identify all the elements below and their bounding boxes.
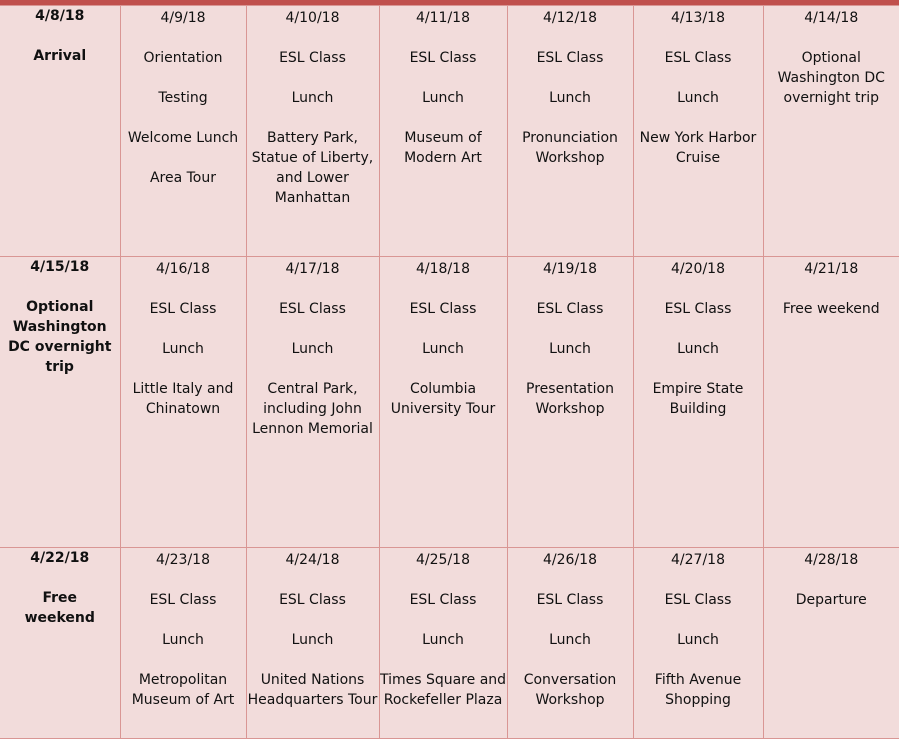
day-date: 4/17/18 bbox=[247, 259, 379, 279]
activity-item: Lunch bbox=[508, 88, 633, 108]
activity-item: Optional Washington DC overnight trip bbox=[764, 48, 899, 108]
week-row bbox=[0, 6, 899, 257]
day-date: 4/18/18 bbox=[380, 259, 507, 279]
day-date: 4/22/18 bbox=[6, 548, 114, 568]
activity-item: Columbia University Tour bbox=[380, 379, 507, 419]
activity-item: ESL Class bbox=[247, 299, 379, 319]
activity-item: Area Tour bbox=[121, 168, 246, 188]
activity-item: Presentation Workshop bbox=[508, 379, 633, 419]
activity-item: Departure bbox=[764, 590, 899, 610]
day-cell bbox=[0, 548, 120, 739]
activity-item: ESL Class bbox=[380, 299, 507, 319]
activity-item: ESL Class bbox=[380, 48, 507, 68]
activity-item: Lunch bbox=[121, 339, 246, 359]
activity-item: Fifth Avenue Shopping bbox=[634, 670, 763, 710]
day-cell bbox=[633, 257, 763, 548]
day-cell bbox=[246, 257, 379, 548]
week-row bbox=[0, 257, 899, 548]
day-cell bbox=[0, 257, 120, 548]
activity-item: Pronunciation Workshop bbox=[508, 128, 633, 168]
day-date: 4/21/18 bbox=[764, 259, 899, 279]
activity-item: Optional Washington DC overnight trip bbox=[6, 297, 114, 377]
activity-item: Lunch bbox=[634, 88, 763, 108]
activity-item: ESL Class bbox=[634, 299, 763, 319]
week-row bbox=[0, 548, 899, 739]
activity-item: Battery Park, Statue of Liberty, and Lower Manhattan bbox=[247, 128, 379, 208]
activity-item: Metropolitan Museum of Art bbox=[121, 670, 246, 710]
day-date: 4/24/18 bbox=[247, 550, 379, 570]
activity-item: ESL Class bbox=[508, 48, 633, 68]
day-date: 4/26/18 bbox=[508, 550, 633, 570]
day-cell bbox=[507, 6, 633, 257]
day-date: 4/27/18 bbox=[634, 550, 763, 570]
activity-item: ESL Class bbox=[121, 299, 246, 319]
activity-item: Free weekend bbox=[764, 299, 899, 319]
activity-item: ESL Class bbox=[121, 590, 246, 610]
activity-item: ESL Class bbox=[247, 590, 379, 610]
activity-item: United Nations Headquarters Tour bbox=[247, 670, 379, 710]
day-date: 4/20/18 bbox=[634, 259, 763, 279]
day-date: 4/19/18 bbox=[508, 259, 633, 279]
activity-item: Lunch bbox=[634, 630, 763, 650]
day-date: 4/25/18 bbox=[380, 550, 507, 570]
activity-item: ESL Class bbox=[380, 590, 507, 610]
day-cell bbox=[379, 6, 507, 257]
day-date: 4/16/18 bbox=[121, 259, 246, 279]
activity-item: Lunch bbox=[508, 339, 633, 359]
schedule-calendar bbox=[0, 5, 899, 739]
day-date: 4/10/18 bbox=[247, 8, 379, 28]
activity-item: Lunch bbox=[634, 339, 763, 359]
activity-item: ESL Class bbox=[634, 48, 763, 68]
day-date: 4/14/18 bbox=[764, 8, 899, 28]
day-cell bbox=[246, 548, 379, 739]
activity-item: Empire State Building bbox=[634, 379, 763, 419]
activity-item: Welcome Lunch bbox=[121, 128, 246, 148]
day-cell bbox=[120, 548, 246, 739]
day-date: 4/15/18 bbox=[6, 257, 114, 277]
activity-item: Lunch bbox=[380, 339, 507, 359]
activity-item: Free weekend bbox=[6, 588, 114, 628]
day-cell bbox=[246, 6, 379, 257]
activity-item: Lunch bbox=[247, 88, 379, 108]
activity-item: ESL Class bbox=[508, 299, 633, 319]
day-cell bbox=[763, 257, 899, 548]
activity-item: Arrival bbox=[6, 46, 114, 66]
day-date: 4/9/18 bbox=[121, 8, 246, 28]
activity-item: Little Italy and Chinatown bbox=[121, 379, 246, 419]
activity-item: ESL Class bbox=[634, 590, 763, 610]
activity-item: Lunch bbox=[247, 339, 379, 359]
day-cell bbox=[763, 6, 899, 257]
day-cell bbox=[633, 548, 763, 739]
activity-item: ESL Class bbox=[247, 48, 379, 68]
activity-item: Central Park, including John Lennon Memorial bbox=[247, 379, 379, 439]
day-cell bbox=[0, 6, 120, 257]
activity-item: ESL Class bbox=[508, 590, 633, 610]
day-cell bbox=[633, 6, 763, 257]
day-cell bbox=[379, 257, 507, 548]
day-date: 4/8/18 bbox=[6, 6, 114, 26]
day-cell bbox=[507, 548, 633, 739]
activity-item: Conversation Workshop bbox=[508, 670, 633, 710]
day-date: 4/23/18 bbox=[121, 550, 246, 570]
activity-item: Lunch bbox=[380, 88, 507, 108]
activity-item: Orientation bbox=[121, 48, 246, 68]
day-cell bbox=[507, 257, 633, 548]
day-cell bbox=[120, 6, 246, 257]
day-date: 4/28/18 bbox=[764, 550, 899, 570]
day-date: 4/11/18 bbox=[380, 8, 507, 28]
activity-item: Lunch bbox=[508, 630, 633, 650]
activity-item: Lunch bbox=[380, 630, 507, 650]
day-cell bbox=[120, 257, 246, 548]
day-cell bbox=[379, 548, 507, 739]
activity-item: Museum of Modern Art bbox=[380, 128, 507, 168]
activity-item: New York Harbor Cruise bbox=[634, 128, 763, 168]
activity-item: Lunch bbox=[247, 630, 379, 650]
activity-item: Lunch bbox=[121, 630, 246, 650]
day-date: 4/12/18 bbox=[508, 8, 633, 28]
day-cell bbox=[763, 548, 899, 739]
day-date: 4/13/18 bbox=[634, 8, 763, 28]
activity-item: Testing bbox=[121, 88, 246, 108]
activity-item: Times Square and Rockefeller Plaza bbox=[380, 670, 507, 710]
